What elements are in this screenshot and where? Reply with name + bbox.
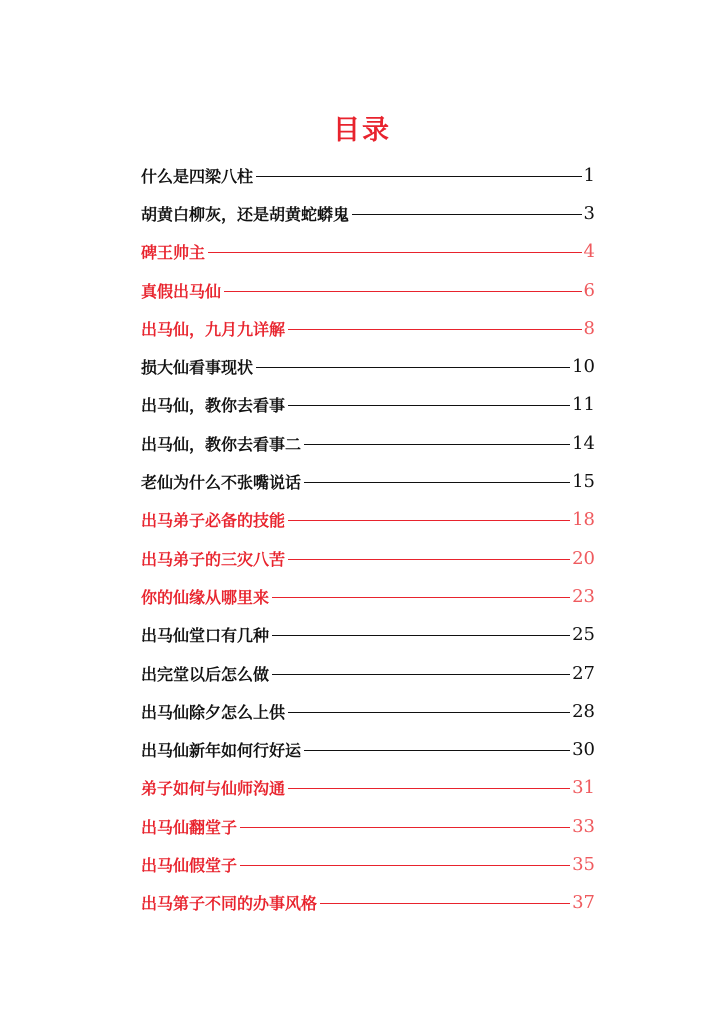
toc-entry-title: 碑王帅主 <box>141 243 206 263</box>
toc-entry-title: 出完堂以后怎么做 <box>141 664 270 684</box>
dot-leader-line <box>304 482 570 483</box>
toc-entry[interactable] <box>141 386 595 424</box>
toc-entry[interactable] <box>141 462 595 500</box>
dot-leader-line <box>256 367 570 368</box>
toc-entry[interactable] <box>141 730 595 768</box>
toc-entry[interactable] <box>141 156 595 194</box>
toc-entry-page-number: 23 <box>572 585 595 607</box>
dot-leader-line <box>240 827 570 828</box>
toc-entry-title: 出马弟子的三灾八苦 <box>141 549 286 569</box>
dot-leader-line <box>224 291 582 292</box>
toc-entry[interactable] <box>141 654 595 692</box>
toc-entry-title: 出马仙堂口有几种 <box>141 626 270 646</box>
toc-entry-page-number: 37 <box>572 892 595 914</box>
toc-entry-title: 出马仙，九月九详解 <box>141 319 286 339</box>
toc-entry[interactable] <box>141 194 595 232</box>
table-of-contents <box>141 156 595 922</box>
dot-leader-line <box>320 903 570 904</box>
toc-entry-page-number: 31 <box>572 777 595 799</box>
toc-entry[interactable] <box>141 271 595 309</box>
toc-entry[interactable] <box>141 424 595 462</box>
toc-entry[interactable] <box>141 692 595 730</box>
dot-leader-line <box>288 520 570 521</box>
dot-leader-line <box>208 252 582 253</box>
toc-entry[interactable] <box>141 845 595 883</box>
toc-entry-page-number: 11 <box>572 394 595 416</box>
dot-leader-line <box>288 712 570 713</box>
dot-leader-line <box>288 329 582 330</box>
dot-leader-line <box>272 597 570 598</box>
toc-entry[interactable] <box>141 309 595 347</box>
toc-entry-page-number: 14 <box>572 432 595 454</box>
toc-entry-title: 出马仙，教你去看事二 <box>141 434 302 454</box>
toc-entry-page-number: 1 <box>583 164 595 186</box>
toc-entry[interactable] <box>141 501 595 539</box>
toc-entry[interactable] <box>141 539 595 577</box>
dot-leader-line <box>288 559 570 560</box>
dot-leader-line <box>288 788 570 789</box>
dot-leader-line <box>272 635 570 636</box>
toc-entry-title: 真假出马仙 <box>141 281 222 301</box>
toc-entry-title: 出马仙假堂子 <box>141 855 238 875</box>
dot-leader-line <box>256 176 582 177</box>
toc-entry-title: 出马仙，教你去看事 <box>141 396 286 416</box>
toc-entry-page-number: 30 <box>572 739 595 761</box>
toc-entry[interactable] <box>141 884 595 922</box>
toc-entry-page-number: 3 <box>583 202 595 224</box>
toc-entry[interactable] <box>141 616 595 654</box>
toc-entry-page-number: 35 <box>572 853 595 875</box>
toc-entry-page-number: 27 <box>572 662 595 684</box>
toc-entry-title: 出马弟子必备的技能 <box>141 511 286 531</box>
toc-entry-page-number: 15 <box>572 471 595 493</box>
toc-entry-page-number: 4 <box>583 241 595 263</box>
toc-entry-title: 损大仙看事现状 <box>141 358 254 378</box>
toc-entry-page-number: 6 <box>583 279 595 301</box>
toc-entry[interactable] <box>141 807 595 845</box>
toc-entry-page-number: 10 <box>572 356 595 378</box>
toc-entry-title: 弟子如何与仙师沟通 <box>141 779 286 799</box>
toc-entry-title: 你的仙缘从哪里来 <box>141 587 270 607</box>
dot-leader-line <box>304 444 570 445</box>
toc-entry-title: 出马仙新年如何行好运 <box>141 741 302 761</box>
toc-entry[interactable] <box>141 347 595 385</box>
dot-leader-line <box>272 674 570 675</box>
toc-entry-page-number: 33 <box>572 815 595 837</box>
dot-leader-line <box>240 865 570 866</box>
dot-leader-line <box>352 214 582 215</box>
page-title: 目录 <box>333 115 391 146</box>
toc-entry[interactable] <box>141 233 595 271</box>
toc-entry-title: 什么是四梁八柱 <box>141 166 254 186</box>
toc-entry-title: 出马仙翻堂子 <box>141 817 238 837</box>
dot-leader-line <box>288 405 570 406</box>
toc-entry-title: 出马第子不同的办事风格 <box>141 894 318 914</box>
toc-entry-title: 老仙为什么不张嘴说话 <box>141 473 302 493</box>
toc-entry[interactable] <box>141 769 595 807</box>
dot-leader-line <box>304 750 570 751</box>
toc-entry[interactable] <box>141 577 595 615</box>
toc-entry-page-number: 28 <box>572 700 595 722</box>
toc-entry-page-number: 18 <box>572 509 595 531</box>
toc-entry-page-number: 8 <box>583 317 595 339</box>
toc-entry-page-number: 20 <box>572 547 595 569</box>
toc-entry-title: 出马仙除夕怎么上供 <box>141 702 286 722</box>
toc-entry-title: 胡黄白柳灰，还是胡黄蛇蟒鬼 <box>141 204 350 224</box>
toc-entry-page-number: 25 <box>572 624 595 646</box>
